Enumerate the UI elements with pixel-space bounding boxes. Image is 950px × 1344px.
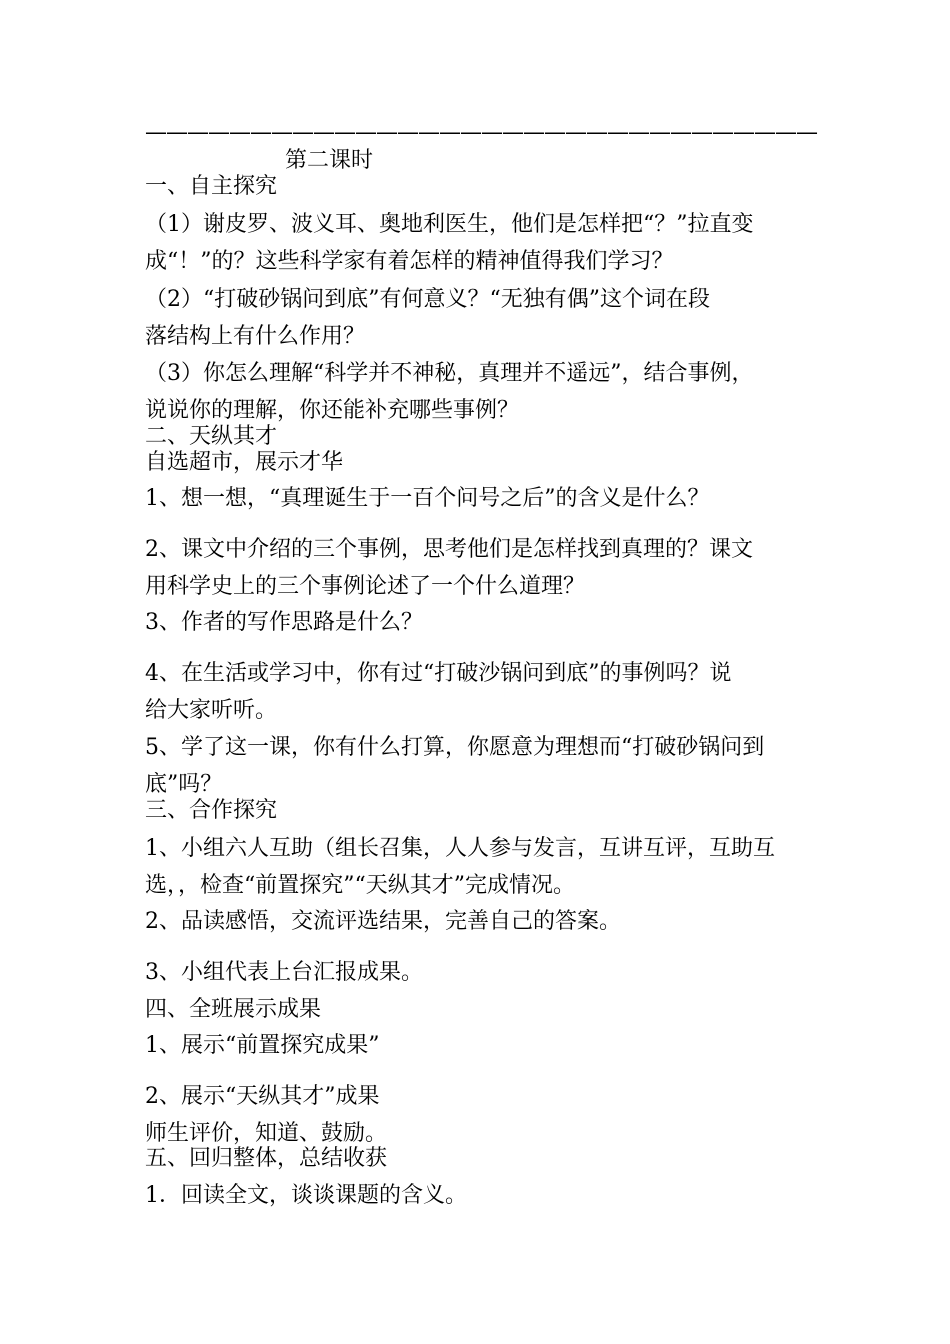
section-3-item-2: 2、品读感悟，交流评选结果，完善自己的答案。 [145, 909, 621, 934]
section-5-heading: 五、回归整体，总结收获 [145, 1146, 388, 1171]
section-2-item-5-line-1: 5、学了这一课，你有什么打算，你愿意为理想而“打破砂锅问到 [145, 735, 765, 760]
section-2-item-4-line-2: 给大家听听。 [145, 698, 278, 723]
question-3-line-1: （3）你怎么理解“科学并不神秘，真理并不遥远”，结合事例， [145, 361, 754, 386]
section-3-heading: 三、合作探究 [145, 798, 278, 823]
section-2-item-4-line-1: 4、在生活或学习中，你有过“打破沙锅问到底”的事例吗？说 [145, 661, 732, 686]
section-4-item-1: 1、展示“前置探究成果” [145, 1033, 380, 1058]
section-5-item-1: 1．回读全文，谈谈课题的含义。 [145, 1183, 467, 1208]
section-2-item-1: 1、想一想，“真理诞生于一百个问号之后”的含义是什么？ [145, 486, 710, 511]
section-2-item-5-line-2: 底”吗？ [145, 772, 223, 797]
top-rule: ———————————————————————————————— [145, 120, 817, 145]
section-1-heading: 一、自主探究 [145, 174, 278, 199]
section-3-item-3: 3、小组代表上台汇报成果。 [145, 960, 423, 985]
section-3-item-1-line-1: 1、小组六人互助（组长召集，人人参与发言，互讲互评，互助互 [145, 836, 775, 861]
question-2-line-1: （2）“打破砂锅问到底”有何意义？“无独有偶”这个词在段 [145, 287, 710, 312]
section-2-heading: 二、天纵其才 [145, 424, 278, 449]
question-1-line-2: 成“！”的？这些科学家有着怎样的精神值得我们学习？ [145, 249, 674, 274]
section-3-item-1-line-2: 选，，检查“前置探究”“天纵其才”完成情况。 [145, 873, 575, 898]
section-2-item-2-line-2: 用科学史上的三个事例论述了一个什么道理？ [145, 574, 586, 599]
section-2-subheading: 自选超市，展示才华 [145, 450, 344, 475]
section-2-item-3: 3、作者的写作思路是什么？ [145, 610, 423, 635]
section-4-item-2: 2、展示“天纵其才”成果 [145, 1084, 380, 1109]
section-4-note: 师生评价，知道、鼓励。 [145, 1121, 388, 1146]
lesson-title: 第二课时 [285, 148, 374, 173]
question-3-line-2: 说说你的理解，你还能补充哪些事例？ [145, 398, 520, 423]
section-4-heading: 四、全班展示成果 [145, 997, 322, 1022]
question-2-line-2: 落结构上有什么作用？ [145, 324, 366, 349]
question-1-line-1: （1）谢皮罗、波义耳、奥地利医生，他们是怎样把“？”拉直变 [145, 212, 754, 237]
section-2-item-2-line-1: 2、课文中介绍的三个事例，思考他们是怎样找到真理的？课文 [145, 537, 753, 562]
